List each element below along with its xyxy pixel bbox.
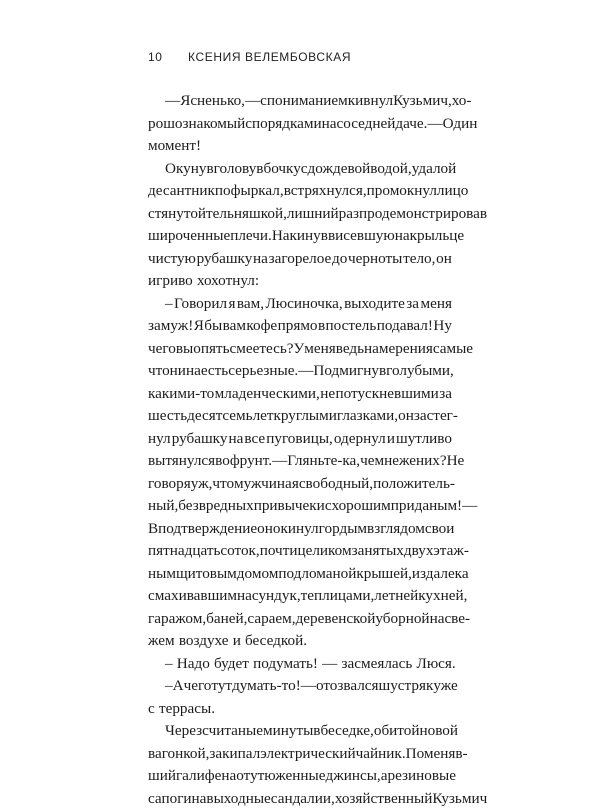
text-line: ным щитовым домом под ломаной крышей, издалека	[148, 563, 452, 586]
text-line: сапоги на выходные сандалии, хозяйственный Кузьмич	[148, 788, 452, 810]
text-line: момент!	[148, 135, 452, 158]
text-line: — Ясненько, — с пониманием кивнул Кузьмич, хо-	[148, 90, 452, 113]
text-line: – А чего тут думать-то! — отозвался шустряк уже	[148, 675, 452, 698]
text-line: вытянулся во фрунт. — Гляньте-ка, чем не жених? Не	[148, 450, 452, 473]
text-line: В подтверждение он окинул гордым взглядом свои	[148, 518, 452, 541]
text-line: широченные плечи. Накинув висевшую на крыльце	[148, 225, 452, 248]
text-line: ный, без вредных привычек и с хорошим приданым! —	[148, 495, 452, 518]
text-line: гаражом, баней, сараем, деревенской уборной на све-	[148, 608, 452, 631]
text-line: с террасы.	[148, 698, 452, 721]
text-line: рошо знакомый с порядками на соседней даче. — Один	[148, 113, 452, 136]
text-line: игриво хохотнул:	[148, 270, 452, 293]
text-line: говоря уж, что мужчина я свободный, положитель-	[148, 473, 452, 496]
text-line: жем воздухе и беседкой.	[148, 630, 452, 653]
text-line: Окунув голову в бочку с дождевой водой, удалой	[148, 158, 452, 181]
text-line: пятнадцать соток, почти целиком занятых двухэтаж-	[148, 540, 452, 563]
running-header-author: КСЕНИЯ ВЕЛЕМБОВСКАЯ	[188, 50, 351, 64]
text-line: – Надо будет подумать! — засмеялась Люся.	[148, 653, 452, 676]
body-text	[148, 90, 452, 810]
text-line: – Говорил я вам, Люсиночка, выходите за меня	[148, 293, 452, 316]
text-line: что ни на есть серьезные. — Подмигнув голубыми,	[148, 360, 452, 383]
running-header	[148, 50, 351, 66]
text-line: замуж! Я бы вам кофе прямо в постель подавал! Ну	[148, 315, 452, 338]
text-line: ший галифе на отутюженные джинсы, а резиновые	[148, 765, 452, 788]
text-line: смахивавшим на сундук, теплицами, летней кухней,	[148, 585, 452, 608]
text-line: какими-то младенческими, не потускневшими за	[148, 383, 452, 406]
page-number: 10	[148, 50, 188, 64]
text-line: чистую рубашку на загорелое до черноты тело, он	[148, 248, 452, 271]
text-line: стянутой тельняшкой, лишний раз продемонстрировав	[148, 203, 452, 226]
text-line: десантник пофыркал, встряхнулся, промокнул лицо	[148, 180, 452, 203]
text-line: нул рубашку на все пуговицы, одернул и шутливо	[148, 428, 452, 451]
text-line: Через считаные минуты в беседке, обитой новой	[148, 720, 452, 743]
text-line: чего вы опять смеетесь? У меня ведь намерения самые	[148, 338, 452, 361]
text-line: шестьдесят семь лет круглыми глазками, он застег-	[148, 405, 452, 428]
text-line: вагонкой, закипал электрический чайник. Поменяв-	[148, 743, 452, 766]
